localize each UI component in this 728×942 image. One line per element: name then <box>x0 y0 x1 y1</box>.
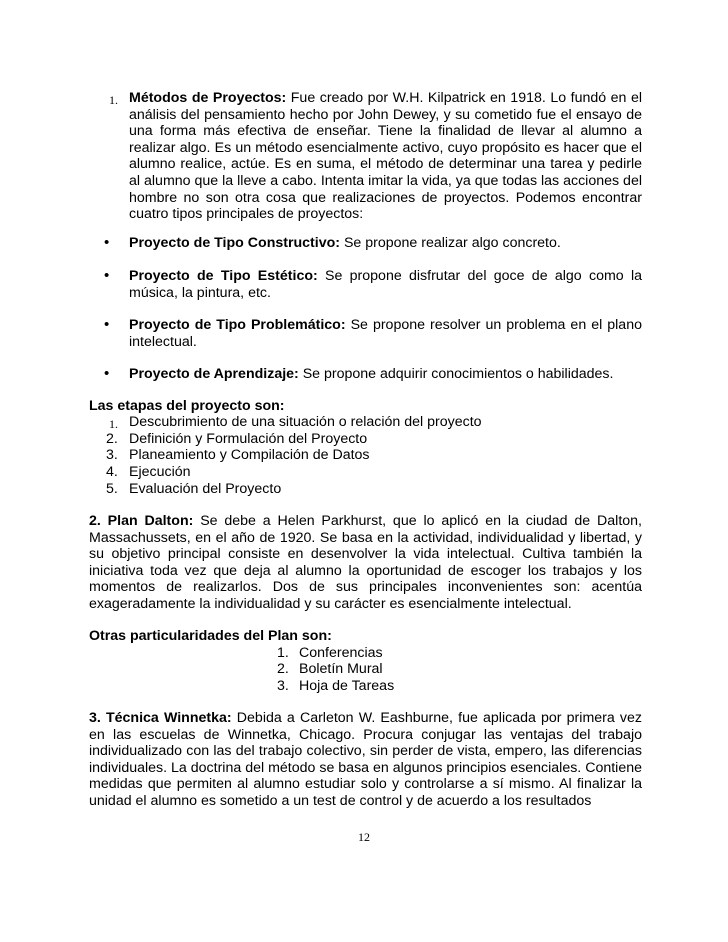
stage-number: 5. <box>106 481 118 497</box>
page-number: 12 <box>358 830 370 844</box>
bullet-icon: • <box>104 316 110 333</box>
bullet-item-aprendizaje <box>129 366 642 383</box>
bullet-item-problematico <box>129 317 642 350</box>
particular-item: Hoja de Tareas <box>299 678 395 694</box>
section1-number: 1. <box>109 93 118 107</box>
stage-item: Descubrimiento de una situación o relación del proyecto <box>129 414 482 430</box>
section1-paragraph <box>129 90 642 223</box>
section2-text: Se debe a Helen Parkhurst, que lo aplicó en la ciudad de Dalton, Massachussets, en el año de 1920. Se basa en la actividad, individualidad y libertad, y su objetivo principal consiste en desenvolver la vida intelectual. Cultiva también la iniciativa toda vez que deja al alumno la oportunidad de escoger los trabajos y los momentos de realizarlos. Dos de sus principales inconvenientes son: acentúa exageradamente la individualidad y su carácter es esencialmente intelectual. <box>89 513 642 612</box>
bullet-icon: • <box>104 365 110 382</box>
stage-number: 4. <box>106 464 118 480</box>
bullet-item-estetico <box>129 268 642 301</box>
bullet-text: Se propone resolver un problema en el plano intelectual. <box>129 317 642 350</box>
particular-item: Boletín Mural <box>299 661 383 677</box>
stage-item: Definición y Formulación del Proyecto <box>129 431 368 447</box>
bullet-item-constructivo <box>129 235 642 252</box>
particulars-heading: Otras particularidades del Plan son: <box>89 628 332 644</box>
section1-title: Métodos de Proyectos: <box>129 90 287 106</box>
particular-number: 3. <box>277 678 289 694</box>
section3-paragraph <box>89 710 642 810</box>
bullet-title: Proyecto de Tipo Constructivo: <box>129 235 340 251</box>
bullet-text: Se propone adquirir conocimientos o habilidades. <box>298 366 614 382</box>
stage-item: Planeamiento y Compilación de Datos <box>129 447 370 463</box>
particular-number: 2. <box>277 661 289 677</box>
bullet-icon: • <box>104 267 110 284</box>
stage-item: Ejecución <box>129 464 191 480</box>
section2-title: 2. Plan Dalton: <box>89 513 194 529</box>
section2-paragraph <box>89 513 642 613</box>
bullet-title: Proyecto de Tipo Estético: <box>129 268 318 284</box>
bullet-text: Se propone disfrutar del goce de algo como la música, la pintura, etc. <box>129 268 642 301</box>
stage-number: 1. <box>109 417 118 431</box>
stage-number: 3. <box>106 447 118 463</box>
bullet-icon: • <box>104 234 110 251</box>
section3-title: 3. Técnica Winnetka: <box>89 710 232 726</box>
section1-text: Fue creado por W.H. Kilpatrick en 1918. Lo fundó en el análisis del pensamiento hecho por John Dewey, y su cometido fue el ensayo de una forma más efectiva de enseñar. Tiene la finalidad de llevar al alumno a realizar algo. Es un método esencialmente activo, cuyo propósito es hacer que el alumno realice, actúe. Es en suma, el método de determinar una tarea y pedirle al alumno que la lleve a cabo. Intenta imitar la vida, ya que todas las acciones del hombre no son otra cosa que realizaciones de proyectos. Podemos encontrar cuatro tipos principales de proyectos: <box>129 90 642 223</box>
particular-item: Conferencias <box>299 645 383 661</box>
bullet-title: Proyecto de Aprendizaje: <box>129 366 299 382</box>
stages-heading: Las etapas del proyecto son: <box>89 398 285 414</box>
bullet-text: Se propone realizar algo concreto. <box>340 235 561 251</box>
stage-item: Evaluación del Proyecto <box>129 481 282 497</box>
section3-text: Debida a Carleton W. Eashburne, fue aplicada por primera vez en las escuelas de Winnetka, Chicago. Procura conjugar las ventajas del trabajo individualizado con las del trabajo colectivo, sin perder de vista, empero, las diferencias individuales. La doctrina del método se basa en algunos principios esenciales. Contiene medidas que permiten al alumno estudiar solo y controlarse a sí mismo. Al finalizar la unidad el alumno es sometido a un test de control y de acuerdo a los resultados <box>89 710 642 809</box>
bullet-title: Proyecto de Tipo Problemático: <box>129 317 346 333</box>
stage-number: 2. <box>106 431 118 447</box>
particular-number: 1. <box>277 645 289 661</box>
